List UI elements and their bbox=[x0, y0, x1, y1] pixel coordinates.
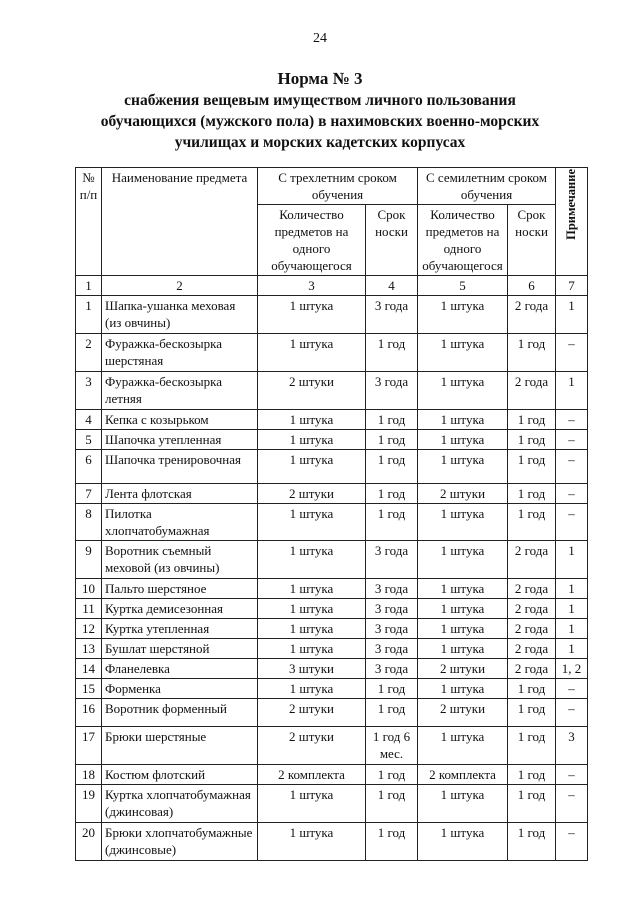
item-name: Пилотка хлопчатобумажная bbox=[102, 504, 258, 541]
header-seven-year: С семилетним сроком обучения bbox=[418, 168, 556, 205]
term-three-year: 3 года bbox=[366, 541, 418, 579]
quantity-three-year: 1 штука bbox=[258, 619, 366, 639]
item-number: 5 bbox=[76, 430, 102, 450]
quantity-seven-year: 1 штука bbox=[418, 785, 508, 823]
table-row bbox=[76, 619, 588, 639]
term-three-year: 1 год bbox=[366, 504, 418, 541]
term-seven-year: 1 год bbox=[508, 504, 556, 541]
item-note: 1 bbox=[556, 296, 588, 334]
item-number: 14 bbox=[76, 659, 102, 679]
term-three-year: 1 год bbox=[366, 410, 418, 430]
term-seven-year: 1 год bbox=[508, 334, 556, 372]
item-note: 1 bbox=[556, 599, 588, 619]
item-note: 1, 2 bbox=[556, 659, 588, 679]
item-number: 19 bbox=[76, 785, 102, 823]
item-name: Форменка bbox=[102, 679, 258, 699]
item-number: 16 bbox=[76, 699, 102, 727]
table-row bbox=[76, 659, 588, 679]
header-quantity-3: Количество предметов на одного обучающегося bbox=[258, 205, 366, 276]
term-seven-year: 1 год bbox=[508, 450, 556, 484]
item-name: Шапочка тренировочная bbox=[102, 450, 258, 484]
quantity-seven-year: 1 штука bbox=[418, 372, 508, 410]
item-note: – bbox=[556, 785, 588, 823]
table-row bbox=[76, 823, 588, 861]
item-number: 1 bbox=[76, 296, 102, 334]
item-number: 12 bbox=[76, 619, 102, 639]
header-note bbox=[556, 168, 588, 276]
item-note: 1 bbox=[556, 619, 588, 639]
item-number: 2 bbox=[76, 334, 102, 372]
item-note: 1 bbox=[556, 639, 588, 659]
term-seven-year: 2 года bbox=[508, 619, 556, 639]
header-term-3: Срок носки bbox=[366, 205, 418, 276]
table-row bbox=[76, 372, 588, 410]
page-number: 24 bbox=[313, 31, 327, 46]
item-number: 4 bbox=[76, 410, 102, 430]
term-three-year: 1 год bbox=[366, 450, 418, 484]
item-number: 17 bbox=[76, 727, 102, 765]
quantity-seven-year: 1 штука bbox=[418, 430, 508, 450]
item-name: Брюки шерстяные bbox=[102, 727, 258, 765]
item-note: – bbox=[556, 699, 588, 727]
term-seven-year: 2 года bbox=[508, 659, 556, 679]
item-note: – bbox=[556, 334, 588, 372]
quantity-three-year: 1 штука bbox=[258, 679, 366, 699]
quantity-three-year: 1 штука bbox=[258, 450, 366, 484]
term-seven-year: 1 год bbox=[508, 823, 556, 861]
item-name: Воротник форменный bbox=[102, 699, 258, 727]
term-three-year: 3 года bbox=[366, 619, 418, 639]
quantity-seven-year: 1 штука bbox=[418, 410, 508, 430]
item-number: 6 bbox=[76, 450, 102, 484]
item-note: 3 bbox=[556, 727, 588, 765]
quantity-seven-year: 1 штука bbox=[418, 334, 508, 372]
term-seven-year: 1 год bbox=[508, 679, 556, 699]
term-three-year: 1 год bbox=[366, 430, 418, 450]
item-note: – bbox=[556, 765, 588, 785]
item-note: 1 bbox=[556, 372, 588, 410]
quantity-three-year: 1 штука bbox=[258, 430, 366, 450]
item-name: Фуражка-бескозырка шерстяная bbox=[102, 334, 258, 372]
term-seven-year: 2 года bbox=[508, 372, 556, 410]
col-number-4: 4 bbox=[366, 276, 418, 296]
term-three-year: 1 год bbox=[366, 679, 418, 699]
item-name: Костюм флотский bbox=[102, 765, 258, 785]
table-row bbox=[76, 599, 588, 619]
item-number: 20 bbox=[76, 823, 102, 861]
item-number: 7 bbox=[76, 484, 102, 504]
document-subtitle-line-1: снабжения вещевым имуществом личного пользования bbox=[124, 92, 516, 109]
item-name: Фуражка-бескозырка летняя bbox=[102, 372, 258, 410]
term-seven-year: 1 год bbox=[508, 785, 556, 823]
item-name: Шапка-ушанка меховая (из овчины) bbox=[102, 296, 258, 334]
term-three-year: 3 года bbox=[366, 579, 418, 599]
document-title: Норма № 3 bbox=[277, 69, 363, 88]
quantity-three-year: 1 штука bbox=[258, 334, 366, 372]
term-three-year: 1 год bbox=[366, 785, 418, 823]
term-seven-year: 2 года bbox=[508, 296, 556, 334]
table-row bbox=[76, 765, 588, 785]
term-seven-year: 1 год bbox=[508, 484, 556, 504]
term-three-year: 1 год bbox=[366, 484, 418, 504]
quantity-seven-year: 1 штука bbox=[418, 504, 508, 541]
quantity-three-year: 2 штуки bbox=[258, 484, 366, 504]
column-number-row bbox=[76, 276, 588, 296]
quantity-three-year: 2 штуки bbox=[258, 699, 366, 727]
col-number-6: 6 bbox=[508, 276, 556, 296]
quantity-seven-year: 2 штуки bbox=[418, 484, 508, 504]
table-row bbox=[76, 504, 588, 541]
quantity-three-year: 1 штука bbox=[258, 579, 366, 599]
item-note: – bbox=[556, 679, 588, 699]
quantity-three-year: 1 штука bbox=[258, 410, 366, 430]
quantity-three-year: 1 штука bbox=[258, 599, 366, 619]
table-row bbox=[76, 579, 588, 599]
table-row bbox=[76, 334, 588, 372]
term-three-year: 1 год 6 мес. bbox=[366, 727, 418, 765]
item-note: 1 bbox=[556, 541, 588, 579]
term-three-year: 1 год bbox=[366, 699, 418, 727]
table-row bbox=[76, 727, 588, 765]
term-three-year: 3 года bbox=[366, 372, 418, 410]
col-number-2: 2 bbox=[102, 276, 258, 296]
col-number-3: 3 bbox=[258, 276, 366, 296]
item-note: – bbox=[556, 430, 588, 450]
item-name: Шапочка утепленная bbox=[102, 430, 258, 450]
table-row bbox=[76, 430, 588, 450]
quantity-three-year: 2 комплекта bbox=[258, 765, 366, 785]
item-note: 1 bbox=[556, 579, 588, 599]
term-three-year: 3 года bbox=[366, 659, 418, 679]
quantity-three-year: 1 штука bbox=[258, 504, 366, 541]
quantity-seven-year: 1 штука bbox=[418, 541, 508, 579]
term-three-year: 3 года bbox=[366, 296, 418, 334]
col-number-7: 7 bbox=[556, 276, 588, 296]
item-number: 3 bbox=[76, 372, 102, 410]
header-term-7: Срок носки bbox=[508, 205, 556, 276]
item-number: 13 bbox=[76, 639, 102, 659]
term-seven-year: 2 года bbox=[508, 579, 556, 599]
table-row bbox=[76, 484, 588, 504]
quantity-seven-year: 2 штуки bbox=[418, 659, 508, 679]
quantity-seven-year: 2 штуки bbox=[418, 699, 508, 727]
header-name: Наименование предмета bbox=[102, 168, 258, 276]
term-seven-year: 1 год bbox=[508, 410, 556, 430]
col-number-1: 1 bbox=[76, 276, 102, 296]
term-seven-year: 2 года bbox=[508, 639, 556, 659]
table-row bbox=[76, 450, 588, 484]
item-name: Куртка утепленная bbox=[102, 619, 258, 639]
item-number: 11 bbox=[76, 599, 102, 619]
item-number: 15 bbox=[76, 679, 102, 699]
col-number-5: 5 bbox=[418, 276, 508, 296]
table-row bbox=[76, 699, 588, 727]
term-three-year: 3 года bbox=[366, 599, 418, 619]
item-name: Бушлат шерстяной bbox=[102, 639, 258, 659]
item-note: – bbox=[556, 450, 588, 484]
document-subtitle-line-2: обучающихся (мужского пола) в нахимовских военно-морских bbox=[100, 113, 540, 130]
quantity-three-year: 1 штука bbox=[258, 785, 366, 823]
item-note: – bbox=[556, 823, 588, 861]
item-number: 10 bbox=[76, 579, 102, 599]
header-quantity-7: Количество предметов на одного обучающегося bbox=[418, 205, 508, 276]
item-note: – bbox=[556, 410, 588, 430]
term-seven-year: 1 год bbox=[508, 765, 556, 785]
term-seven-year: 2 года bbox=[508, 599, 556, 619]
term-three-year: 1 год bbox=[366, 765, 418, 785]
quantity-seven-year: 1 штука bbox=[418, 823, 508, 861]
document-subtitle-line-3: училищах и морских кадетских корпусах bbox=[174, 134, 466, 151]
item-name: Куртка демисезонная bbox=[102, 599, 258, 619]
term-seven-year: 1 год bbox=[508, 727, 556, 765]
item-name: Лента флотская bbox=[102, 484, 258, 504]
quantity-seven-year: 1 штука bbox=[418, 599, 508, 619]
table-body bbox=[76, 296, 588, 861]
supply-norm-table bbox=[75, 167, 588, 861]
quantity-seven-year: 1 штука bbox=[418, 296, 508, 334]
header-row-1 bbox=[76, 168, 588, 205]
quantity-seven-year: 1 штука bbox=[418, 619, 508, 639]
quantity-three-year: 1 штука bbox=[258, 541, 366, 579]
term-three-year: 1 год bbox=[366, 823, 418, 861]
item-number: 18 bbox=[76, 765, 102, 785]
item-name: Куртка хлопчатобумажная (джинсовая) bbox=[102, 785, 258, 823]
item-name: Брюки хлопчатобумажные (джинсовые) bbox=[102, 823, 258, 861]
item-name: Воротник съемный меховой (из овчины) bbox=[102, 541, 258, 579]
quantity-three-year: 1 штука bbox=[258, 823, 366, 861]
item-number: 9 bbox=[76, 541, 102, 579]
table-row bbox=[76, 679, 588, 699]
item-name: Кепка с козырьком bbox=[102, 410, 258, 430]
quantity-seven-year: 1 штука bbox=[418, 679, 508, 699]
document-title-block bbox=[60, 68, 580, 153]
quantity-seven-year: 1 штука bbox=[418, 639, 508, 659]
table-row bbox=[76, 296, 588, 334]
term-three-year: 3 года bbox=[366, 639, 418, 659]
item-name: Фланелевка bbox=[102, 659, 258, 679]
quantity-seven-year: 1 штука bbox=[418, 450, 508, 484]
header-note-label: Примечание bbox=[564, 169, 579, 240]
item-name: Пальто шерстяное bbox=[102, 579, 258, 599]
quantity-seven-year: 1 штука bbox=[418, 727, 508, 765]
header-num: № п/п bbox=[76, 168, 102, 276]
item-note: – bbox=[556, 504, 588, 541]
item-number: 8 bbox=[76, 504, 102, 541]
quantity-seven-year: 1 штука bbox=[418, 579, 508, 599]
table-row bbox=[76, 639, 588, 659]
term-seven-year: 1 год bbox=[508, 699, 556, 727]
term-three-year: 1 год bbox=[366, 334, 418, 372]
header-three-year: С трехлетним сроком обучения bbox=[258, 168, 418, 205]
quantity-three-year: 1 штука bbox=[258, 296, 366, 334]
table-row bbox=[76, 410, 588, 430]
term-seven-year: 1 год bbox=[508, 430, 556, 450]
item-note: – bbox=[556, 484, 588, 504]
quantity-three-year: 1 штука bbox=[258, 639, 366, 659]
quantity-three-year: 3 штуки bbox=[258, 659, 366, 679]
term-seven-year: 2 года bbox=[508, 541, 556, 579]
quantity-seven-year: 2 комплекта bbox=[418, 765, 508, 785]
table-row bbox=[76, 785, 588, 823]
quantity-three-year: 2 штуки bbox=[258, 727, 366, 765]
table-row bbox=[76, 541, 588, 579]
quantity-three-year: 2 штуки bbox=[258, 372, 366, 410]
